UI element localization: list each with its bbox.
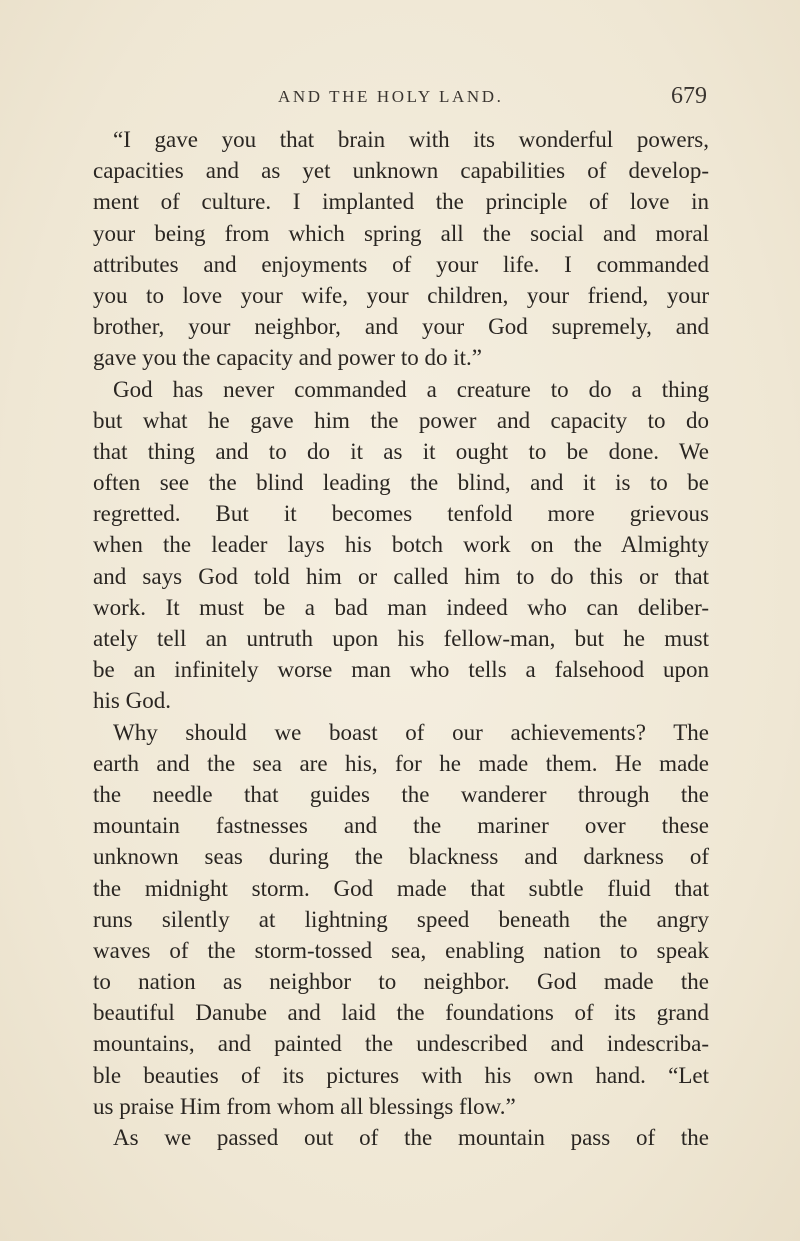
text-line: ble beauties of its pictures with his own hand. “Let <box>93 1062 709 1088</box>
text-line: his God. <box>93 688 171 714</box>
text-line: to nation as neighbor to neighbor. God made the <box>93 969 709 995</box>
text-line: gave you the capacity and power to do it.” <box>93 345 482 371</box>
text-line: God has never commanded a creature to do a thing <box>113 376 709 402</box>
text-line: beautiful Danube and laid the foundations of its grand <box>93 1000 709 1026</box>
running-header <box>0 83 800 117</box>
text-line: runs silently at lightning speed beneath the angry <box>93 906 709 932</box>
text-line: but what he gave him the power and capacity to do <box>93 407 709 433</box>
text-line: capacities and as yet unknown capabilities of develop- <box>93 158 709 184</box>
text-line: you to love your wife, your children, your friend, your <box>93 282 709 308</box>
text-line: when the leader lays his botch work on the Almighty <box>93 532 709 558</box>
text-line: “I gave you that brain with its wonderful powers, <box>113 127 709 152</box>
page-number: 679 <box>671 83 707 109</box>
text-line: ment of culture. I implanted the principle of love in <box>93 189 709 215</box>
text-line: your being from which spring all the social and moral <box>93 220 709 246</box>
text-line: the needle that guides the wanderer through the <box>93 781 709 807</box>
body-text <box>93 124 709 1153</box>
text-line: us praise Him from whom all blessings flow.” <box>93 1093 516 1119</box>
text-line: attributes and enjoyments of your life. I commanded <box>93 251 709 277</box>
text-line: Why should we boast of our achievements? The <box>113 719 709 745</box>
text-line: mountain fastnesses and the mariner over these <box>93 813 709 839</box>
text-line: and says God told him or called him to do this or that <box>93 563 709 589</box>
text-line: unknown seas during the blackness and darkness of <box>93 844 709 870</box>
text-line: often see the blind leading the blind, and it is to be <box>93 470 709 496</box>
running-title: AND THE HOLY LAND. <box>278 87 504 106</box>
text-line: earth and the sea are his, for he made them. He made <box>93 750 709 776</box>
text-line: ately tell an untruth upon his fellow-man, but he must <box>93 626 709 651</box>
text-line: regretted. But it becomes tenfold more grievous <box>93 501 709 527</box>
text-line: mountains, and painted the undescribed and indescriba- <box>93 1031 709 1057</box>
text-line: brother, your neighbor, and your God supremely, and <box>93 314 709 340</box>
text-line: the midnight storm. God made that subtle fluid that <box>93 875 709 901</box>
text-line: As we passed out of the mountain pass of the <box>113 1125 709 1150</box>
text-line: be an infinitely worse man who tells a falsehood upon <box>93 657 709 683</box>
text-line: waves of the storm-tossed sea, enabling nation to speak <box>93 937 709 963</box>
text-line: that thing and to do it as it ought to be done. We <box>93 438 709 464</box>
text-line: work. It must be a bad man indeed who can deliber- <box>93 594 709 620</box>
